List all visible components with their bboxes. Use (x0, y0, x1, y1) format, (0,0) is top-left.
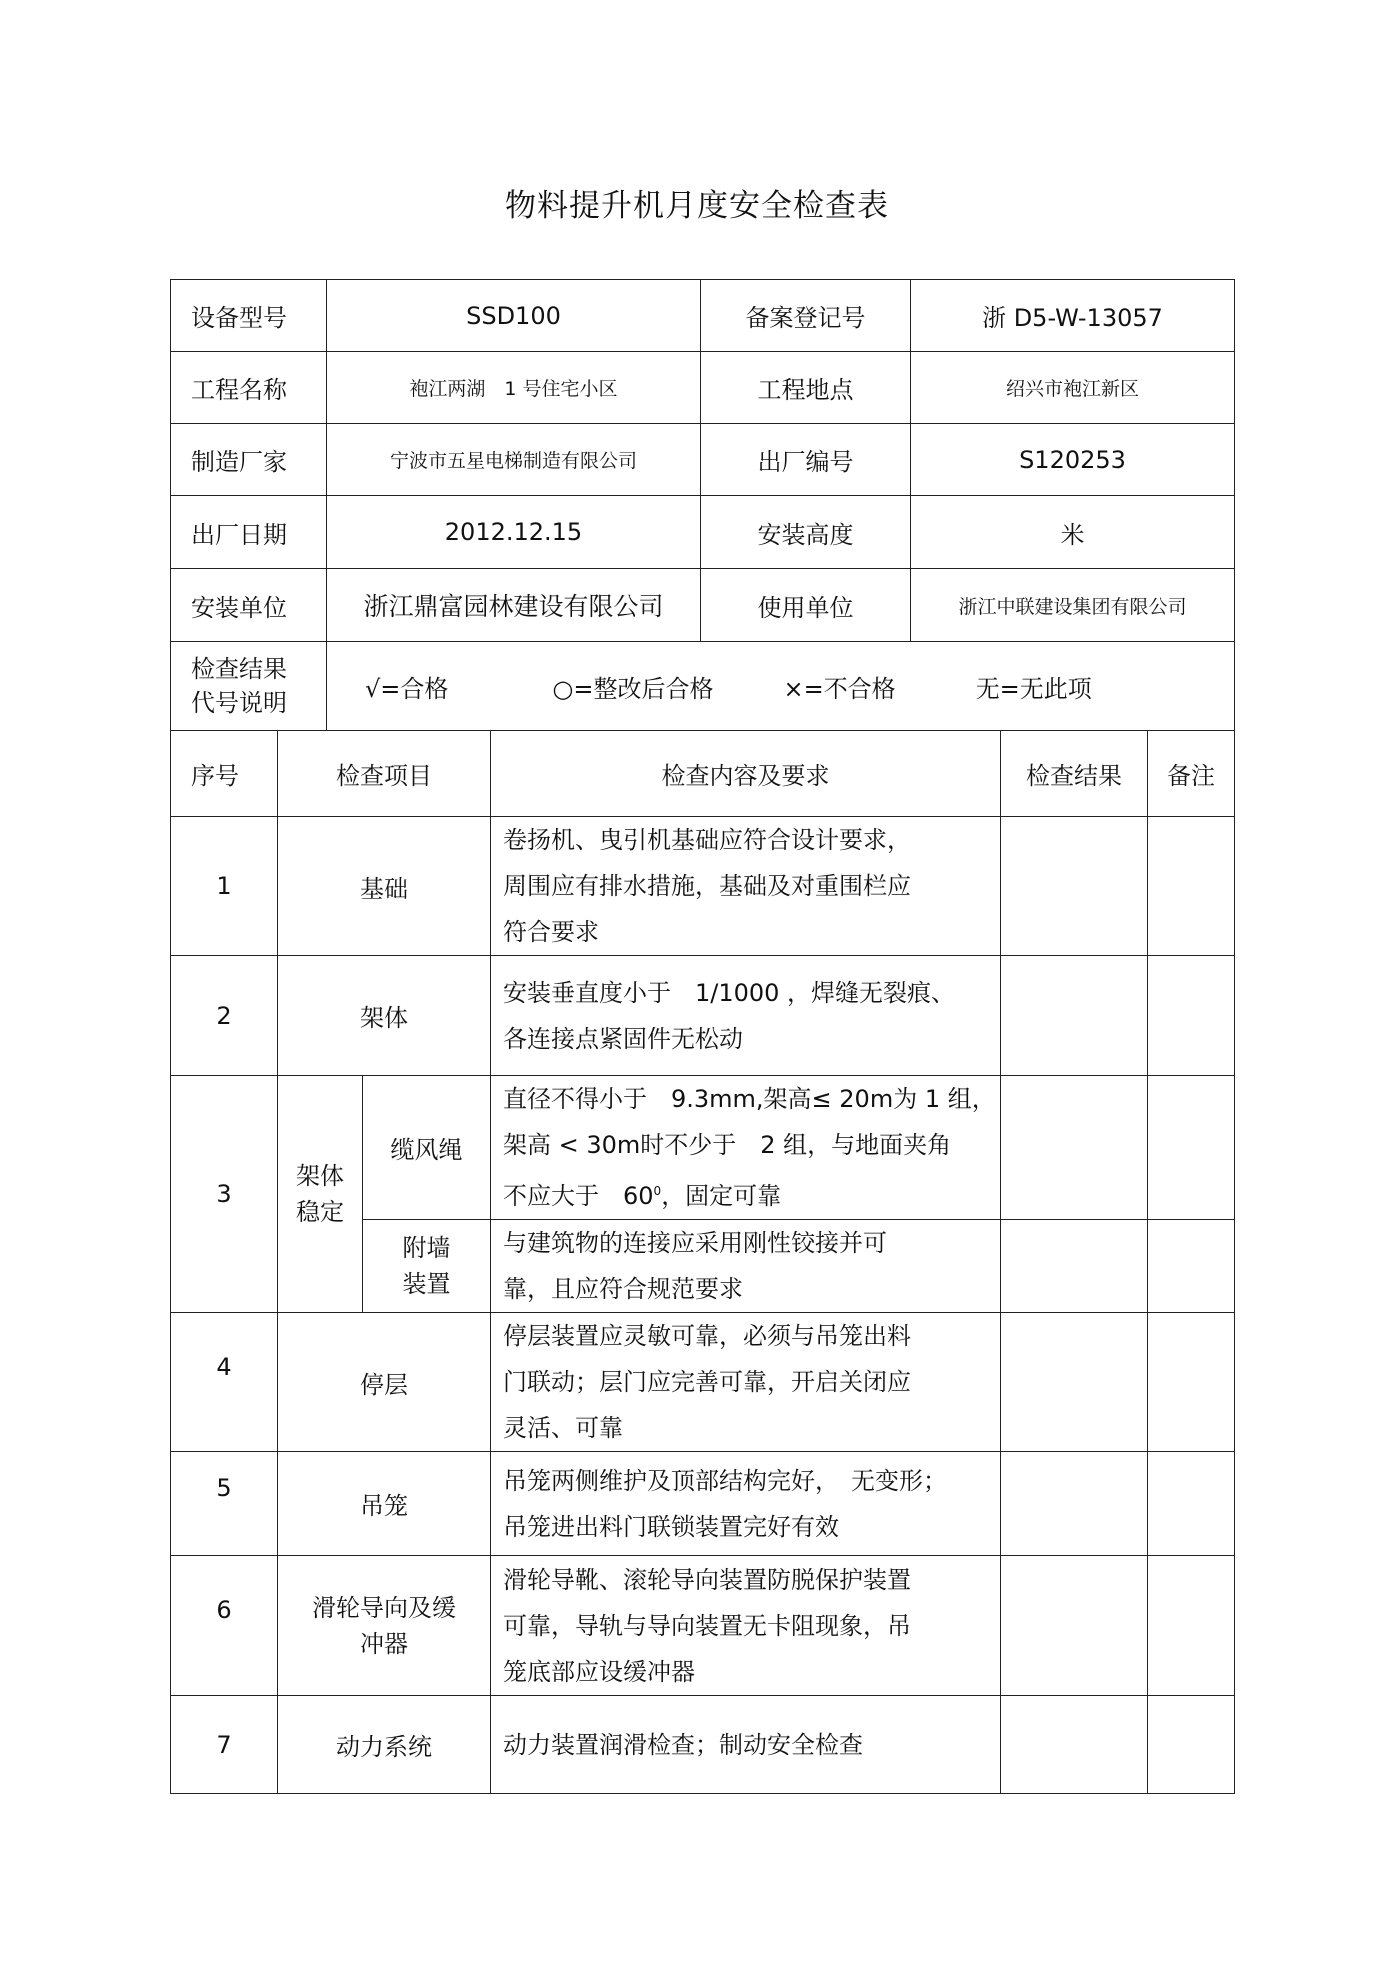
factory-no-value: S120253 (911, 424, 1235, 496)
content-line: 停层装置应灵敏可靠，必须与吊笼出料 (503, 1322, 911, 1350)
row-result-cell[interactable] (1001, 1452, 1148, 1556)
content-line: 可靠，导轨与导向装置无卡阻现象，吊 (503, 1611, 911, 1640)
device-model-value: SSD100 (327, 280, 701, 352)
record-no-label: 备案登记号 (701, 280, 911, 352)
table-row (171, 956, 1235, 1076)
content-line: 与建筑物的连接应采用刚性铰接并可 (503, 1229, 887, 1257)
content-line: 笼底部应设缓冲器 (503, 1657, 695, 1686)
row-content (491, 1076, 1001, 1220)
row-no: 6 (171, 1556, 278, 1696)
content-line: 周围应有排水措施，基础及对重围栏应 (503, 872, 911, 900)
content-line: 动力装置润滑检查；制动安全检查 (503, 1730, 863, 1759)
row-no: 5 (171, 1452, 278, 1556)
table-row (171, 817, 1235, 956)
row-item: 基础 (278, 817, 491, 956)
content-line: 门联动；层门应完善可靠，开启关闭应 (503, 1368, 911, 1396)
content-line: 卷扬机、曳引机基础应符合设计要求， (503, 826, 911, 854)
row-no: 3 (171, 1076, 278, 1313)
project-name-label: 工程名称 (171, 352, 327, 424)
row-remark-cell[interactable] (1148, 1556, 1235, 1696)
legend-rectified: ○=整改后合格 (552, 674, 714, 703)
content-line: 架高 < 30m时不少于 2 组，与地面夹角 (503, 1131, 952, 1159)
row-remark-cell[interactable] (1148, 1313, 1235, 1452)
table-row (171, 1696, 1235, 1794)
row-remark-cell[interactable] (1148, 1076, 1235, 1220)
row-content (491, 1313, 1001, 1452)
manufacturer-value: 宁波市五星电梯制造有限公司 (327, 424, 701, 496)
row-content (491, 1556, 1001, 1696)
content-line: 符合要求 (503, 918, 599, 946)
content-line: 直径不得小于 9.3mm,架高≤ 20m为 1 组， (503, 1085, 996, 1113)
sub-item-line: 装置 (402, 1270, 451, 1298)
content-line: 吊笼两侧维护及顶部结构完好， 无变形； (503, 1466, 947, 1495)
row-sub-item: 缆风绳 (363, 1076, 491, 1220)
content-line: 不应大于 $60^0$，固定可靠 (503, 1182, 782, 1210)
factory-date-label: 出厂日期 (171, 496, 327, 569)
legend-label-line1: 检查结果 (191, 655, 287, 683)
record-no-value: 浙 D5-W-13057 (911, 280, 1235, 352)
row-no: 2 (171, 956, 278, 1076)
header-item: 检查项目 (278, 731, 491, 817)
table-row (171, 1313, 1235, 1452)
group-line: 稳定 (296, 1198, 344, 1226)
table-row (171, 1556, 1235, 1696)
legend-content (327, 642, 1235, 731)
row-item: 动力系统 (278, 1696, 491, 1794)
info-row-legend (171, 642, 1235, 731)
row-result-cell[interactable] (1001, 1696, 1148, 1794)
header-result: 检查结果 (1001, 731, 1148, 817)
row-result-cell[interactable] (1001, 1556, 1148, 1696)
table-row (171, 1076, 1235, 1220)
info-row-units (171, 569, 1235, 642)
row-content (491, 1452, 1001, 1556)
info-row-manufacturer (171, 424, 1235, 496)
item-line: 冲器 (360, 1629, 408, 1658)
manufacturer-label: 制造厂家 (171, 424, 327, 496)
row-result-cell[interactable] (1001, 1220, 1148, 1313)
project-site-value: 绍兴市袍江新区 (911, 352, 1235, 424)
row-group-item (278, 1076, 363, 1313)
install-height-label: 安装高度 (701, 496, 911, 569)
row-result-cell[interactable] (1001, 1313, 1148, 1452)
table-row (171, 1452, 1235, 1556)
content-line: 滑轮导靴、滚轮导向装置防脱保护装置 (503, 1565, 911, 1594)
table-header-row (171, 731, 1235, 817)
row-result-cell[interactable] (1001, 817, 1148, 956)
content-line: 安装垂直度小于 1/1000 ，焊缝无裂痕、 (503, 978, 956, 1007)
installer-label: 安装单位 (171, 569, 327, 642)
header-remark: 备注 (1148, 731, 1235, 817)
info-row-project (171, 352, 1235, 424)
equipment-info-table (170, 279, 1235, 731)
device-model-label: 设备型号 (171, 280, 327, 352)
row-content (491, 1220, 1001, 1313)
project-site-label: 工程地点 (701, 352, 911, 424)
content-line: 各连接点紧固件无松动 (503, 1024, 743, 1053)
row-sub-item (363, 1220, 491, 1313)
row-remark-cell[interactable] (1148, 817, 1235, 956)
info-row-date (171, 496, 1235, 569)
factory-date-value: 2012.12.15 (327, 496, 701, 569)
row-result-cell[interactable] (1001, 1076, 1148, 1220)
row-no: 7 (171, 1696, 278, 1794)
row-item (278, 1556, 491, 1696)
user-unit-label: 使用单位 (701, 569, 911, 642)
row-no: 1 (171, 817, 278, 956)
content-line: 吊笼进出料门联锁装置完好有效 (503, 1512, 839, 1541)
item-line: 滑轮导向及缓 (312, 1593, 456, 1622)
legend-label-line2: 代号说明 (191, 689, 287, 717)
header-content: 检查内容及要求 (491, 731, 1001, 817)
group-line: 架体 (296, 1162, 344, 1190)
info-row-device (171, 280, 1235, 352)
project-name-value: 袍江两湖 1 号住宅小区 (327, 352, 701, 424)
row-item: 架体 (278, 956, 491, 1076)
row-remark-cell[interactable] (1148, 1696, 1235, 1794)
sub-item-line: 附墙 (402, 1234, 451, 1262)
row-item: 吊笼 (278, 1452, 491, 1556)
row-result-cell[interactable] (1001, 956, 1148, 1076)
row-item: 停层 (278, 1313, 491, 1452)
content-line: 灵活、可靠 (503, 1414, 623, 1442)
row-remark-cell[interactable] (1148, 1220, 1235, 1313)
row-remark-cell[interactable] (1148, 1452, 1235, 1556)
install-height-value: 米 (911, 496, 1235, 569)
legend-not-applicable: 无=无此项 (975, 674, 1092, 703)
row-content (491, 817, 1001, 956)
factory-no-label: 出厂编号 (701, 424, 911, 496)
legend-pass: √=合格 (365, 674, 449, 703)
legend-fail: ×=不合格 (783, 674, 896, 703)
inspection-table (170, 730, 1235, 1794)
header-no: 序号 (171, 731, 278, 817)
document-title: 物料提升机月度安全检查表 (505, 188, 889, 224)
legend-label (171, 642, 327, 731)
content-line: 靠，且应符合规范要求 (503, 1275, 743, 1303)
row-no: 4 (171, 1313, 278, 1452)
row-remark-cell[interactable] (1148, 956, 1235, 1076)
row-content (491, 1696, 1001, 1794)
user-unit-value: 浙江中联建设集团有限公司 (911, 569, 1235, 642)
installer-value: 浙江鼎富园林建设有限公司 (327, 569, 701, 642)
row-content (491, 956, 1001, 1076)
